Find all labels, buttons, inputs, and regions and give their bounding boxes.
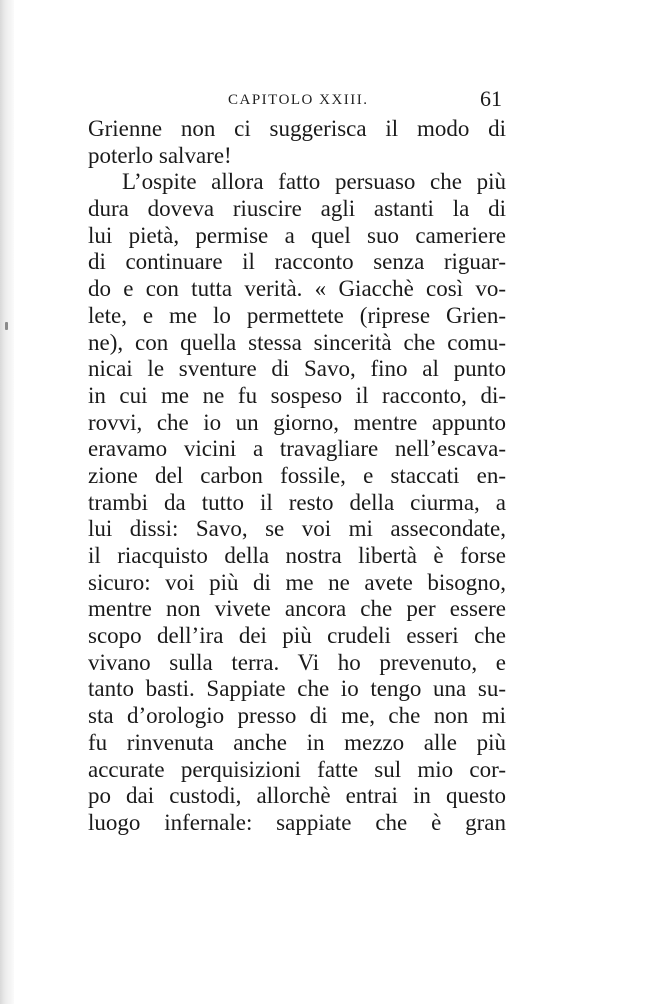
text-line: Grienne non ci suggerisca il modo di	[88, 116, 506, 141]
text-line: trambi da tutto il resto della ciurma, a	[88, 489, 506, 515]
text-line: scopo dell’ira dei più crudeli esseri che	[88, 623, 506, 649]
text-line: ne), con quella stessa sincerità che comu-	[88, 329, 506, 355]
text-line: poterlo salvare!	[88, 142, 232, 168]
text-line: L’ospite allora fatto persuaso che più	[122, 169, 506, 195]
text-line: sta d’orologio presso di me, che non mi	[88, 703, 506, 729]
text-line: dura doveva riuscire agli astanti la di	[88, 196, 506, 222]
body-text	[88, 116, 506, 837]
text-line: lui dissi: Savo, se voi mi assecondate,	[88, 516, 506, 542]
text-line: sicuro: voi più di me ne avete bisogno,	[88, 569, 506, 595]
text-line: il riacquisto della nostra libertà è forse	[88, 543, 506, 568]
text-line: mentre non vivete ancora che per essere	[88, 596, 506, 622]
text-line: in cui me ne fu sospeso il racconto, di-	[88, 382, 506, 408]
text-line: rovvi, che io un giorno, mentre appunto	[88, 409, 506, 435]
margin-mark	[5, 322, 8, 330]
text-line: zione del carbon fossile, e staccati en-	[88, 462, 506, 488]
text-line: tanto basti. Sappiate che io tengo una su-	[88, 676, 506, 702]
text-line: luogo infernale: sappiate che è gran	[88, 809, 506, 835]
text-line: lete, e me lo permettete (riprese Grien-	[88, 302, 506, 328]
text-line: nicai le sventure di Savo, fino al punto	[88, 356, 506, 382]
running-head: CAPITOLO XXIII.	[228, 92, 369, 108]
text-line: do e con tutta verità. « Giacchè così vo-	[88, 276, 506, 302]
text-line: vivano sulla terra. Vi ho prevenuto, e	[88, 649, 506, 675]
page-header	[88, 86, 508, 118]
text-line: lui pietà, permise a quel suo cameriere	[88, 222, 506, 248]
text-line: fu rinvenuta anche in mezzo alle più	[88, 729, 506, 755]
text-line: po dai custodi, allorchè entrai in questo	[88, 783, 506, 809]
text-line: di continuare il racconto senza riguar-	[88, 249, 506, 275]
text-line: accurate perquisizioni fatte sul mio cor-	[88, 756, 506, 782]
page-number: 61	[480, 86, 502, 111]
text-line: eravamo vicini a travagliare nell’escava-	[88, 436, 506, 462]
page-gutter-shadow	[0, 0, 14, 1004]
